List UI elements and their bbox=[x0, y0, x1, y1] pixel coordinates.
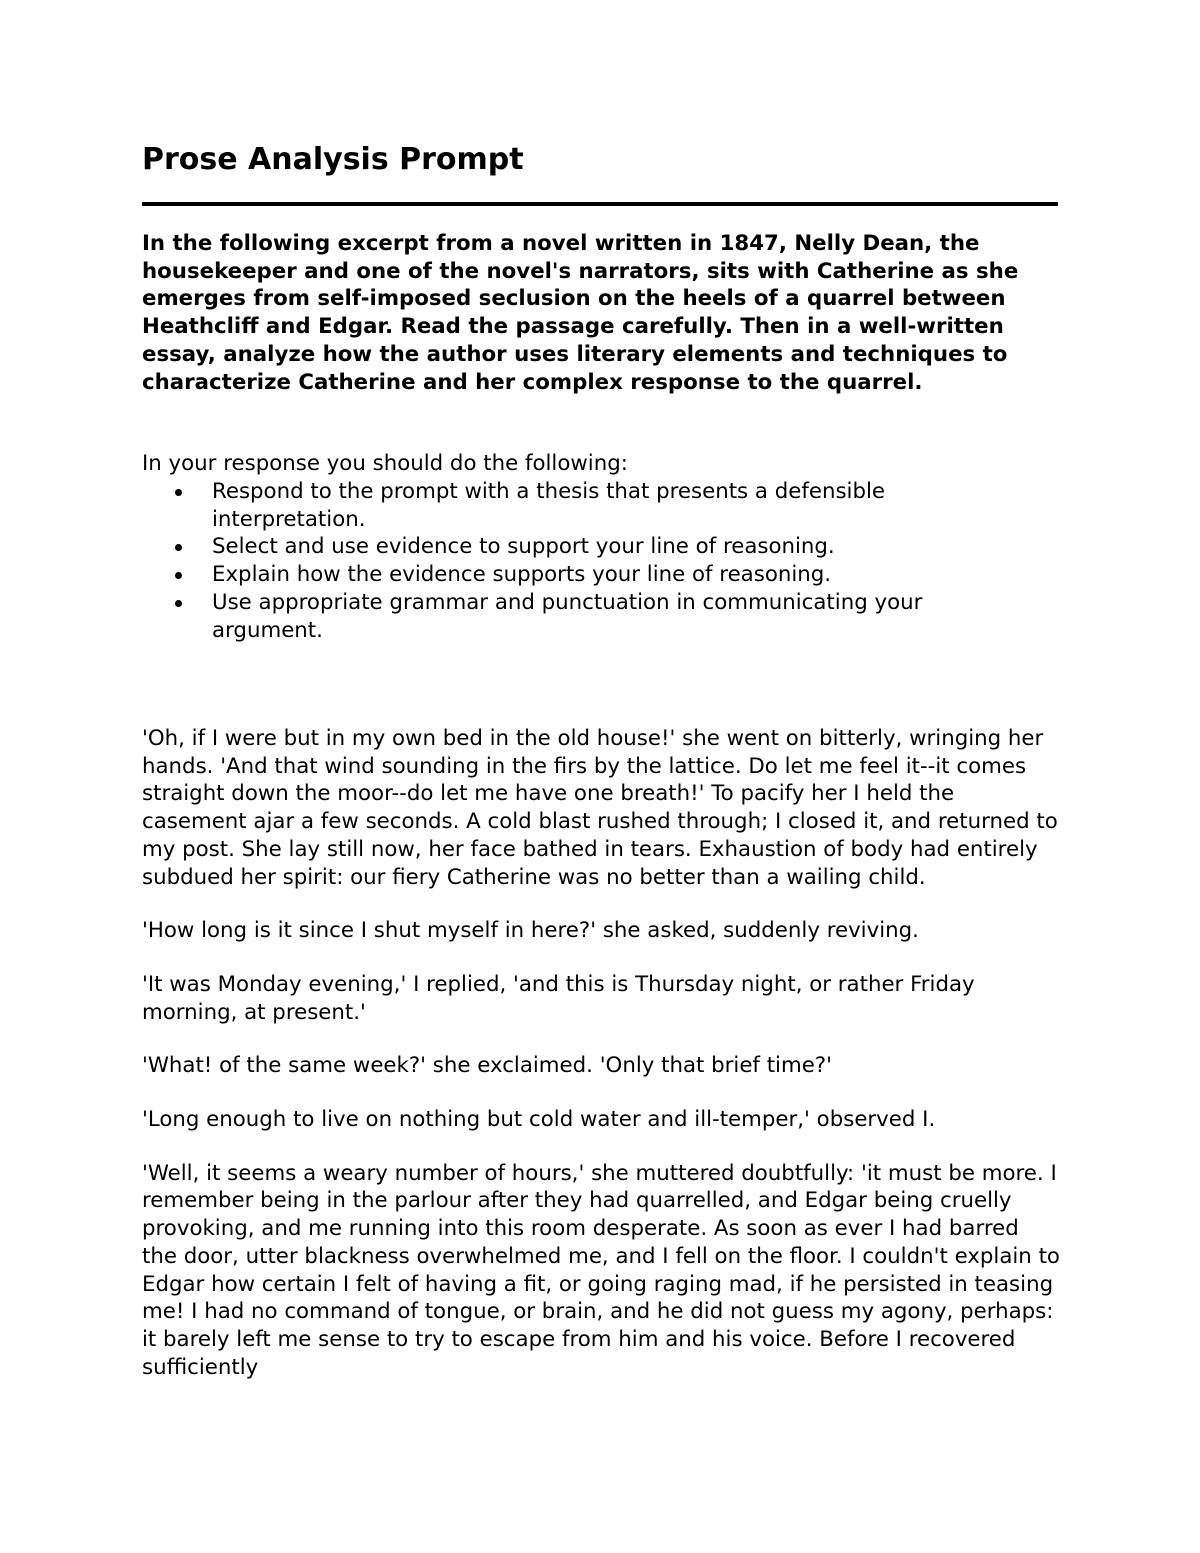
bullet-icon bbox=[175, 572, 182, 579]
bullet-icon bbox=[175, 489, 182, 496]
bullet-icon bbox=[175, 544, 182, 551]
instruction-text: Explain how the evidence supports your line of reasoning. bbox=[212, 562, 832, 588]
document-title: Prose Analysis Prompt bbox=[142, 142, 524, 177]
passage-paragraph: 'How long is it since I shut myself in here?' she asked, suddenly reviving. bbox=[142, 918, 919, 944]
instruction-item bbox=[142, 561, 1002, 589]
instruction-text: Select and use evidence to support your line of reasoning. bbox=[212, 534, 835, 560]
instructions-intro: In your response you should do the following: bbox=[142, 451, 628, 476]
passage-paragraph: 'Long enough to live on nothing but cold water and ill-temper,' observed I. bbox=[142, 1107, 936, 1133]
passage bbox=[142, 725, 1060, 1407]
passage-paragraph: 'What! of the same week?' she exclaimed. 'Only that brief time?' bbox=[142, 1053, 832, 1079]
passage-paragraph: 'Well, it seems a weary number of hours,' she muttered doubtfully: 'it must be more. I remember being in the parlour after they had quarrelled, and Edgar being cruelly provoking, and me running into this room desperate. As soon as ever I had barred the door, utter blackness overwhelmed me, and I fell on the floor. I couldn't explain to Edgar how certain I felt of having a fit, or going raging mad, if he persisted in teasing me! I had no command of tongue, or brain, and he did not guess my agony, perhaps: it barely left me sense to try to escape from him and his voice. Before I recovered sufficiently bbox=[142, 1160, 1060, 1380]
instruction-text: Use appropriate grammar and punctuation in communicating your argument. bbox=[212, 589, 923, 643]
instruction-item bbox=[142, 589, 1002, 644]
bullet-icon bbox=[175, 600, 182, 607]
instruction-item bbox=[142, 478, 1002, 533]
instruction-text: Respond to the prompt with a thesis that presents a defensible interpretation. bbox=[212, 479, 885, 532]
passage-paragraph: 'Oh, if I were but in my own bed in the old house!' she went on bitterly, wringing her hands. 'And that wind sounding in the firs by the lattice. Do let me feel it--it comes straight down the moor--do let me have one breath!' To pacify her I held the casement ajar a few seconds. A cold blast rushed through; I closed it, and returned to my post. She lay still now, her face bathed in tears. Exhaustion of body had entirely subdued her spirit: our fiery Catherine was no better than a wailing child. bbox=[142, 726, 1058, 890]
prompt-text: In the following excerpt from a novel written in 1847, Nelly Dean, the housekeeper and one of the novel's narrators, sits with Catherine as she emerges from self-imposed seclusion on the heels of a quarrel between Heathcliff and Edgar. Read the passage carefully. Then in a well-written essay, analyze how the author uses literary elements and techniques to characterize Catherine and her complex response to the quarrel. bbox=[142, 231, 1019, 395]
instruction-item bbox=[142, 533, 1002, 561]
title-divider bbox=[142, 202, 1058, 206]
passage-paragraph: 'It was Monday evening,' I replied, 'and this is Thursday night, or rather Friday morning, at present.' bbox=[142, 971, 975, 1025]
instructions-list bbox=[142, 478, 1060, 644]
